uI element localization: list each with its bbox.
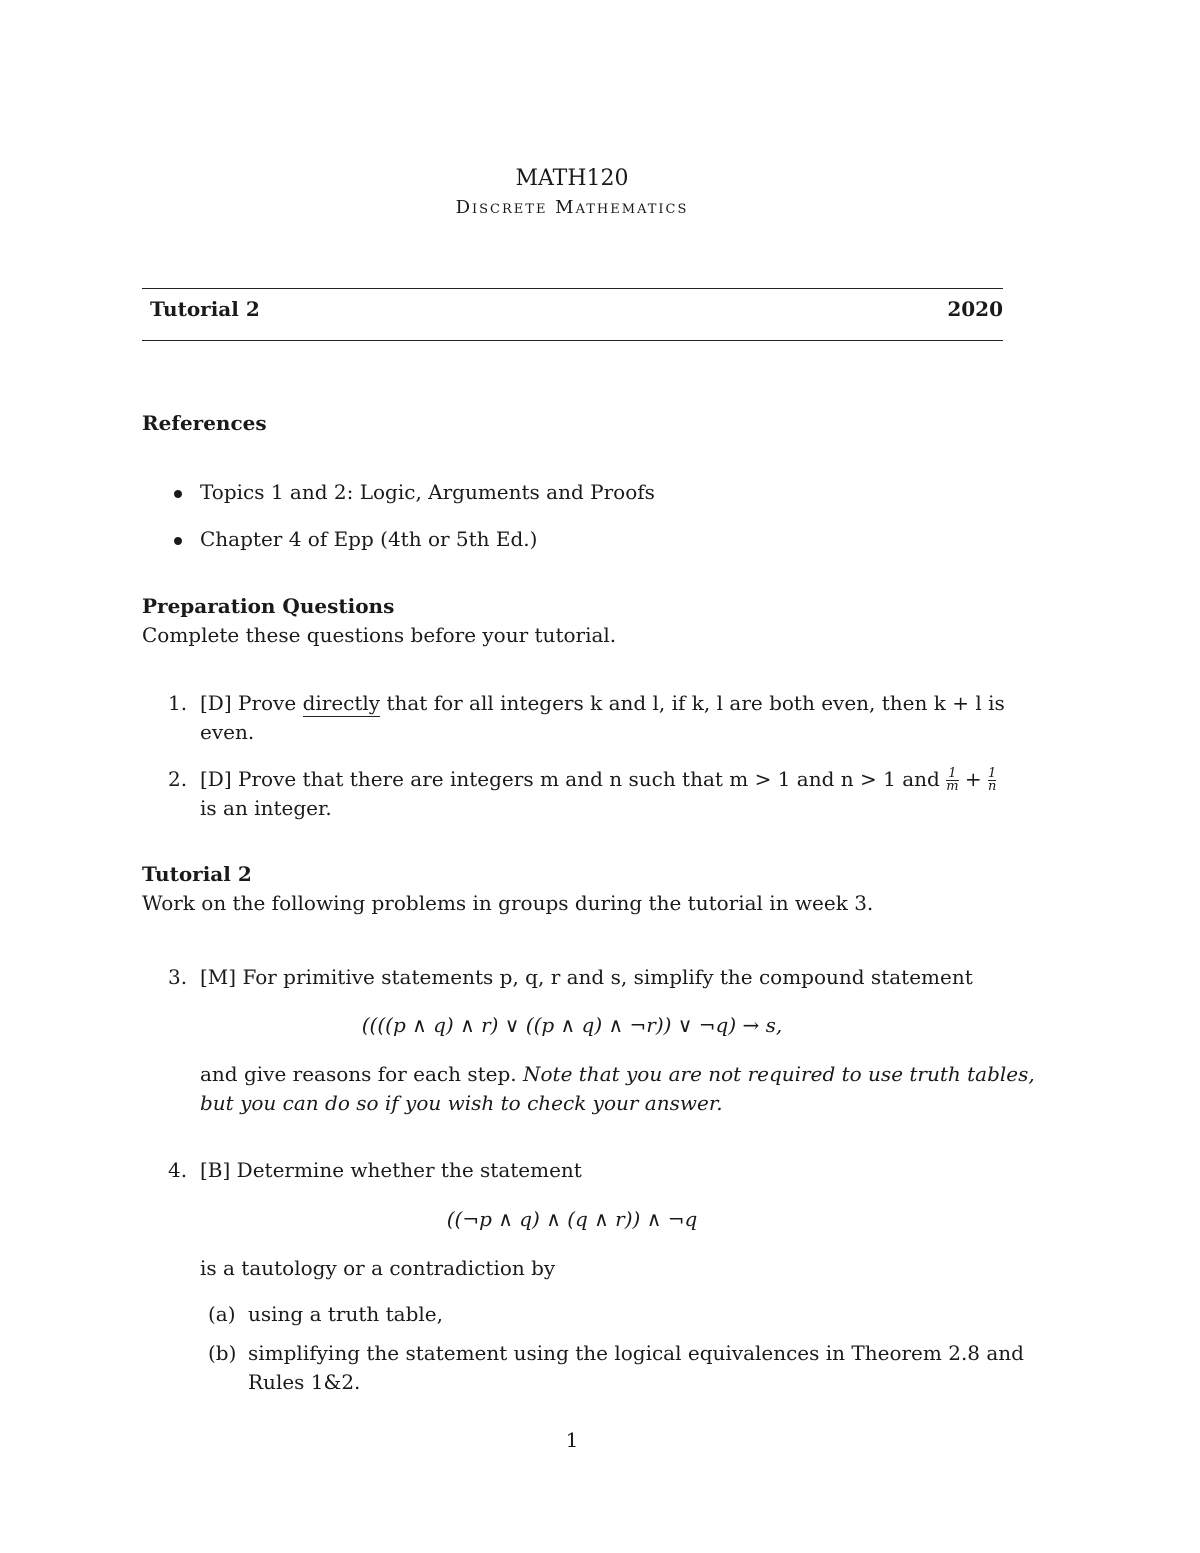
question-1-text <box>200 691 1005 715</box>
question-1-emphasis: directly <box>302 691 381 715</box>
question-2-text <box>200 767 996 793</box>
year-label: 2020 <box>947 297 1003 321</box>
bullet-icon <box>174 537 182 545</box>
top-rule <box>142 288 1003 289</box>
fraction <box>988 768 996 793</box>
question-number: 2. <box>168 767 188 791</box>
tutorial-heading: Tutorial 2 <box>142 862 252 886</box>
tutorial-label: Tutorial 2 <box>150 297 260 321</box>
question-3-text: [M] For primitive statements p, q, r and s, simplify the compound statement <box>200 965 973 989</box>
question-3-note-italic: Note that you are not required to use truth tables, <box>523 1062 1035 1086</box>
subpart-text: using a truth table, <box>248 1302 443 1326</box>
tutorial-intro: Work on the following problems in groups during the tutorial in week 3. <box>142 891 874 915</box>
fraction-numerator: 1 <box>988 766 997 781</box>
question-1-pre: Prove <box>238 691 297 715</box>
question-number: 1. <box>168 691 188 715</box>
bottom-rule <box>142 340 1003 341</box>
fraction-denominator: m <box>946 779 959 794</box>
subpart-label: (b) <box>208 1341 237 1365</box>
fraction <box>946 768 958 793</box>
preparation-heading: Preparation Questions <box>142 594 395 618</box>
question-1-continuation: even. <box>200 720 255 744</box>
question-3-note-plain: and give reasons for each step. <box>200 1062 517 1086</box>
references-heading: References <box>142 411 267 435</box>
question-3-note <box>200 1062 1035 1086</box>
subpart-text: simplifying the statement using the logical equivalences in Theorem 2.8 and <box>248 1341 1024 1365</box>
question-number: 3. <box>168 965 188 989</box>
fraction-denominator: n <box>988 779 997 794</box>
reference-item: Chapter 4 of Epp (4th or 5th Ed.) <box>200 527 538 551</box>
question-tag: [D] <box>200 691 232 715</box>
course-name: Discrete Mathematics <box>455 197 689 218</box>
question-2-line: [D] Prove that there are integers m and n such that m > 1 and n > 1 and <box>200 767 940 791</box>
fraction-numerator: 1 <box>948 766 957 781</box>
subpart-label: (a) <box>208 1302 236 1326</box>
page-number: 1 <box>565 1428 579 1452</box>
question-4-formula: ((¬p ∧ q) ∧ (q ∧ r)) ∧ ¬q <box>446 1207 698 1231</box>
course-code: MATH120 <box>515 166 629 191</box>
question-number: 4. <box>168 1158 188 1182</box>
bullet-icon <box>174 490 182 498</box>
question-3-formula: ((((p ∧ q) ∧ r) ∨ ((p ∧ q) ∧ ¬r)) ∨ ¬q) → s, <box>361 1013 783 1037</box>
question-2-continuation: is an integer. <box>200 796 332 820</box>
question-3-note-italic-2: but you can do so if you wish to check your answer. <box>200 1091 723 1115</box>
question-1-post: that for all integers k and l, if k, l are both even, then k + l is <box>386 691 1005 715</box>
subpart-text-continuation: Rules 1&2. <box>248 1370 361 1394</box>
question-4-continuation: is a tautology or a contradiction by <box>200 1256 556 1280</box>
plus-sign: + <box>964 767 982 791</box>
preparation-intro: Complete these questions before your tutorial. <box>142 623 617 647</box>
reference-item: Topics 1 and 2: Logic, Arguments and Proofs <box>200 480 655 504</box>
question-4-text: [B] Determine whether the statement <box>200 1158 582 1182</box>
